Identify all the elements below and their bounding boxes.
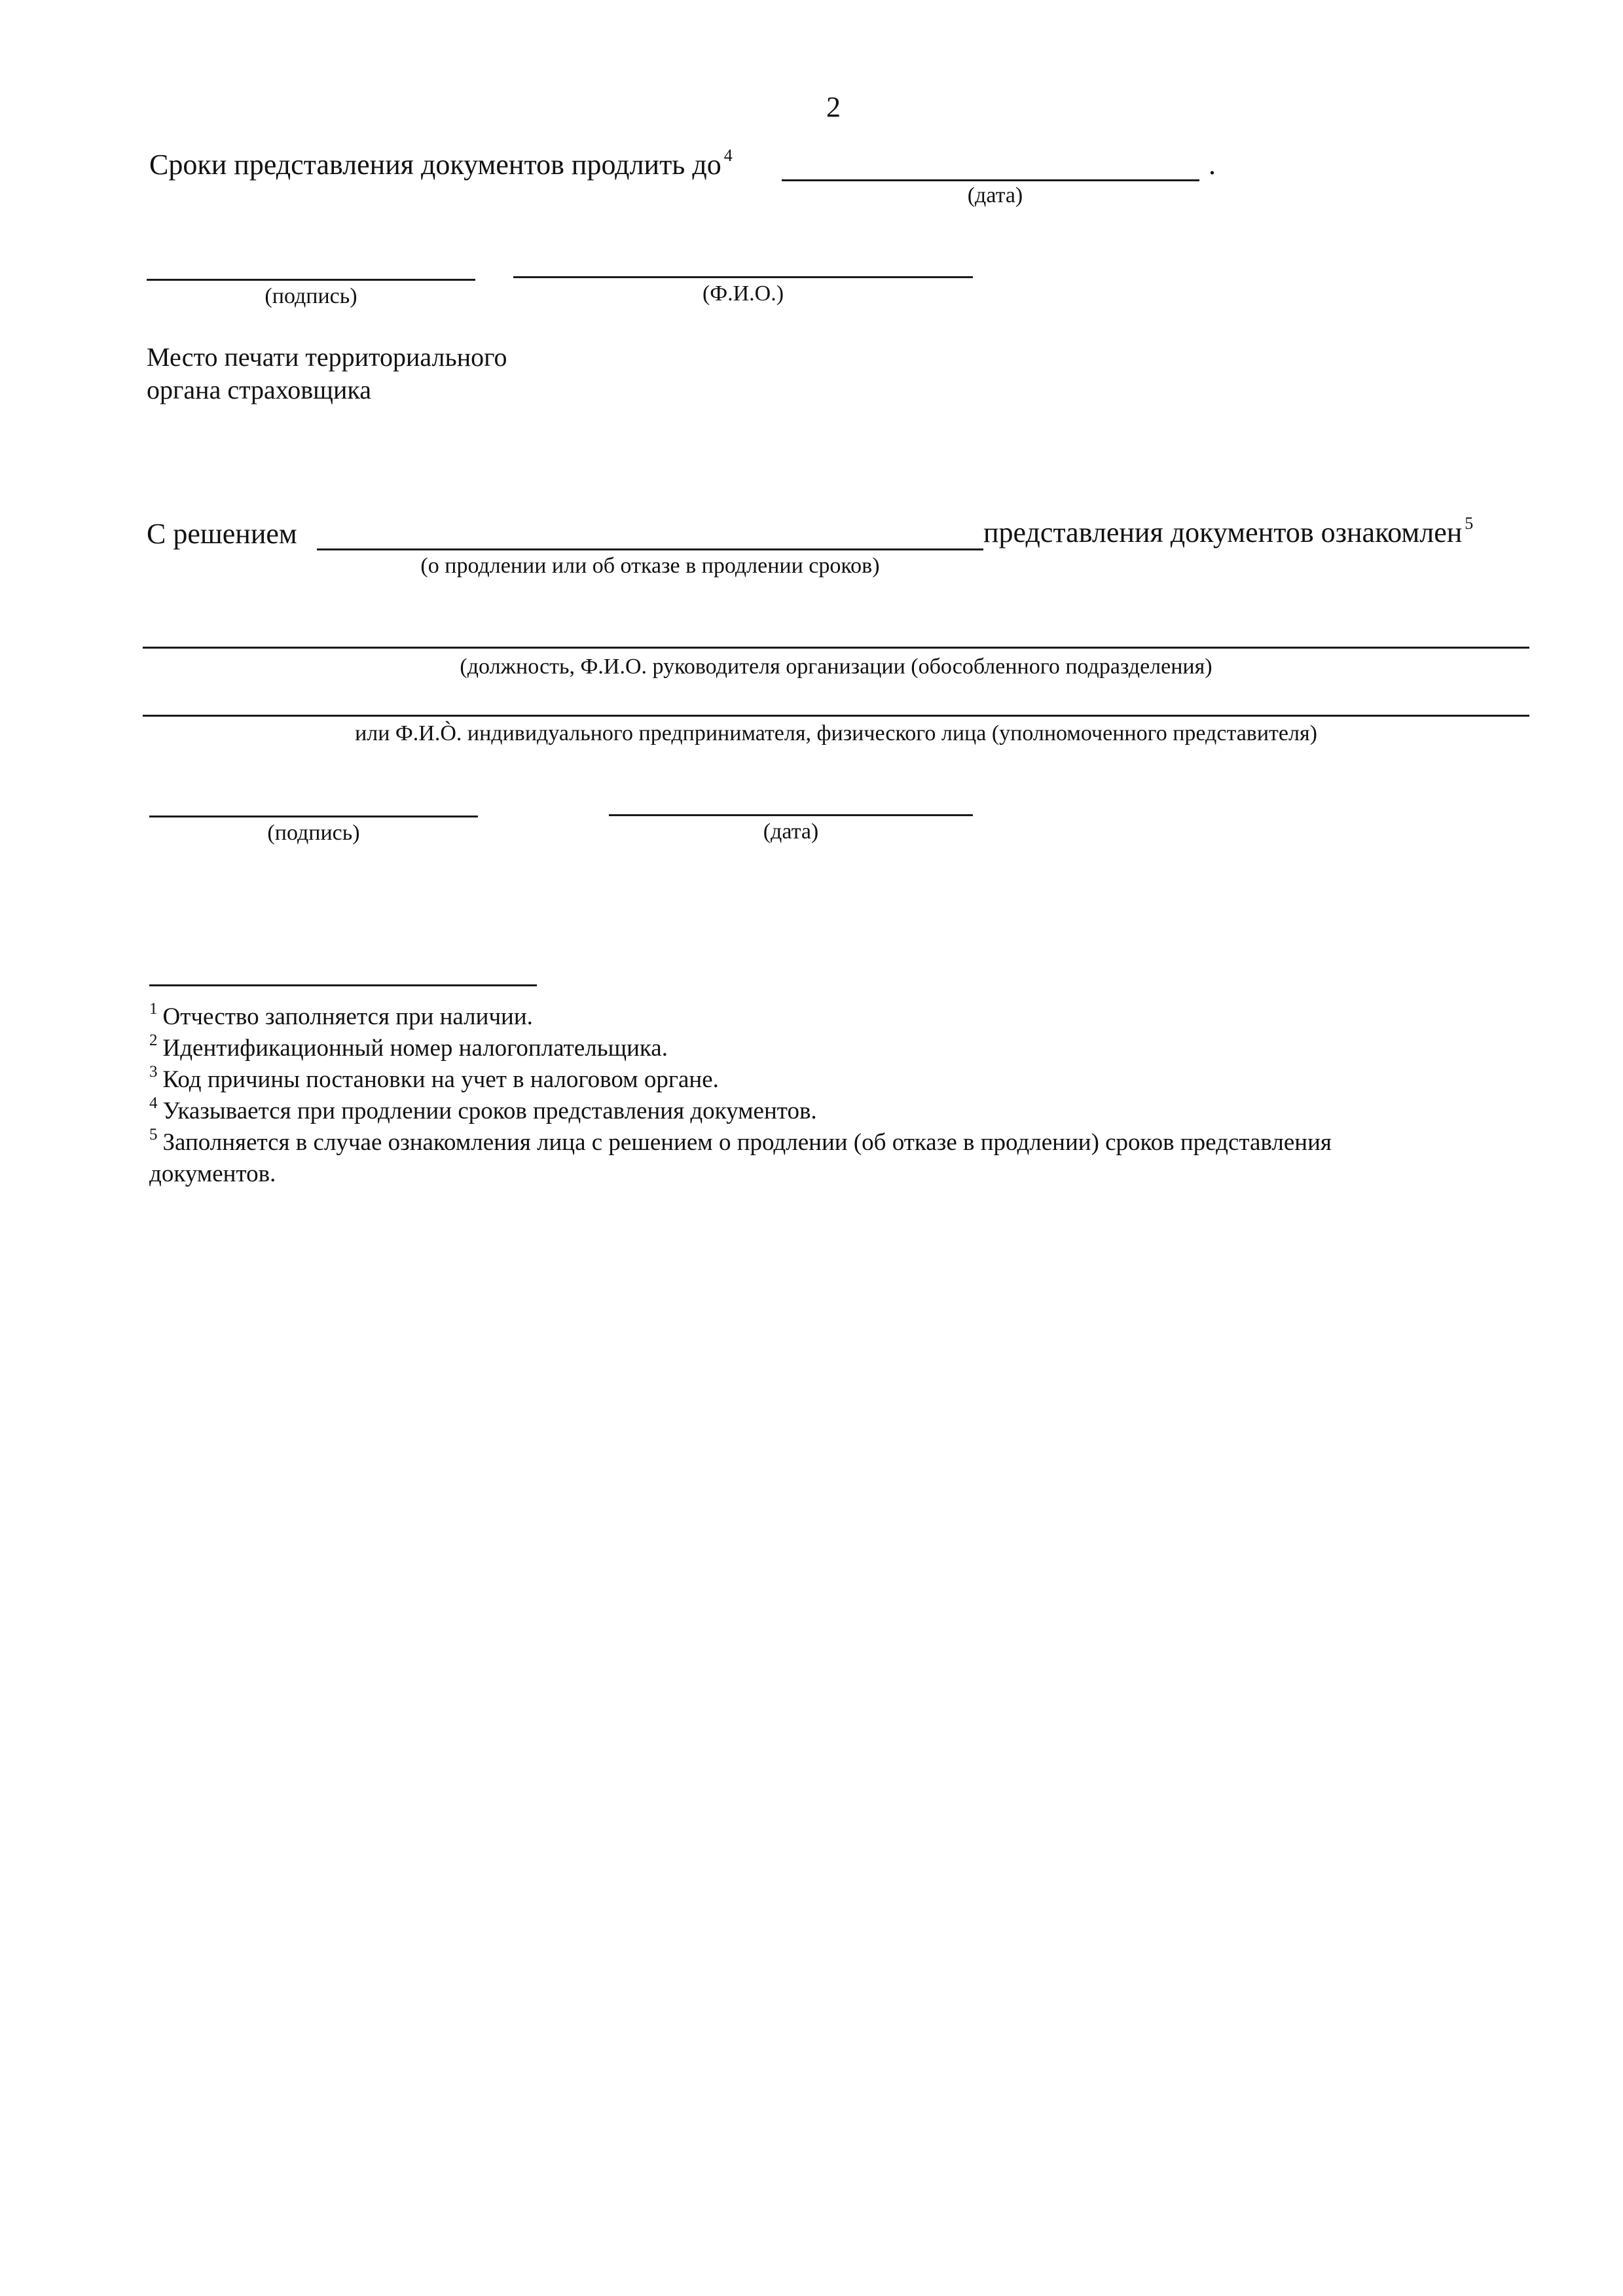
footnote-text: Указывается при продлении сроков представления документов.: [162, 1098, 817, 1124]
head-name-line[interactable]: [143, 647, 1529, 649]
footnote-number: 3: [149, 1063, 158, 1081]
signature-line[interactable]: [147, 279, 475, 281]
signature-caption: (подпись): [264, 284, 357, 308]
date-caption: (дата): [967, 183, 1023, 207]
footnote-5-continuation: документов.: [149, 1160, 276, 1187]
date-field-line[interactable]: [782, 179, 1199, 181]
footnote-text: Код причины постановки на учет в налоговом органе.: [162, 1066, 719, 1093]
footnote-2: [149, 1031, 668, 1062]
footnote-number: 4: [149, 1094, 158, 1112]
footnote-number: 1: [149, 1000, 158, 1018]
signature-caption-2: (подпись): [267, 821, 360, 845]
footnote-separator: [149, 984, 537, 986]
name-line[interactable]: [513, 276, 973, 278]
head-caption: (должность, Ф.И.О. руководителя организации (обособленного подразделения): [460, 655, 1213, 679]
decision-suffix: [983, 516, 1473, 549]
footnote-number: 2: [149, 1031, 158, 1049]
page-number: 2: [826, 91, 841, 123]
signature-line-2[interactable]: [149, 816, 478, 817]
footnote-1: [149, 1000, 533, 1031]
footnote-3: [149, 1063, 719, 1094]
footnote-4: [149, 1094, 817, 1125]
date-caption-2: (дата): [763, 819, 819, 844]
extension-text: [149, 148, 733, 181]
decision-prefix: С решением: [147, 518, 297, 550]
footnote-text: Отчество заполняется при наличии.: [162, 1003, 533, 1030]
footnote-ref-4: 4: [723, 146, 733, 165]
decision-caption: (о продлении или об отказе в продлении сроков): [420, 554, 880, 578]
entrepreneur-name-line[interactable]: [143, 715, 1529, 717]
footnote-5: [149, 1128, 1332, 1157]
footnote-text: Заполняется в случае ознакомления лица с решением о продлении (об отказе в продлении) сроков представления: [162, 1129, 1332, 1156]
extension-label: Сроки представления документов продлить до: [149, 149, 721, 181]
name-caption: (Ф.И.О.): [702, 281, 784, 306]
extension-period: .: [1209, 149, 1216, 181]
footnote-text: Идентификационный номер налогоплательщика.: [162, 1035, 668, 1062]
stamp-line-2: органа страховщика: [147, 375, 371, 404]
footnote-number: 5: [149, 1126, 158, 1143]
date-line-2[interactable]: [609, 814, 973, 816]
stamp-line-1: Место печати территориального: [147, 342, 507, 372]
decision-field-line[interactable]: [317, 548, 983, 550]
footnote-ref-5: 5: [1465, 514, 1474, 533]
decision-suffix-label: представления документов ознакомлен: [983, 516, 1463, 548]
entrepreneur-caption: или Ф.И.Ò. индивидуального предпринимателя, физического лица (уполномоченного представителя): [355, 721, 1317, 745]
